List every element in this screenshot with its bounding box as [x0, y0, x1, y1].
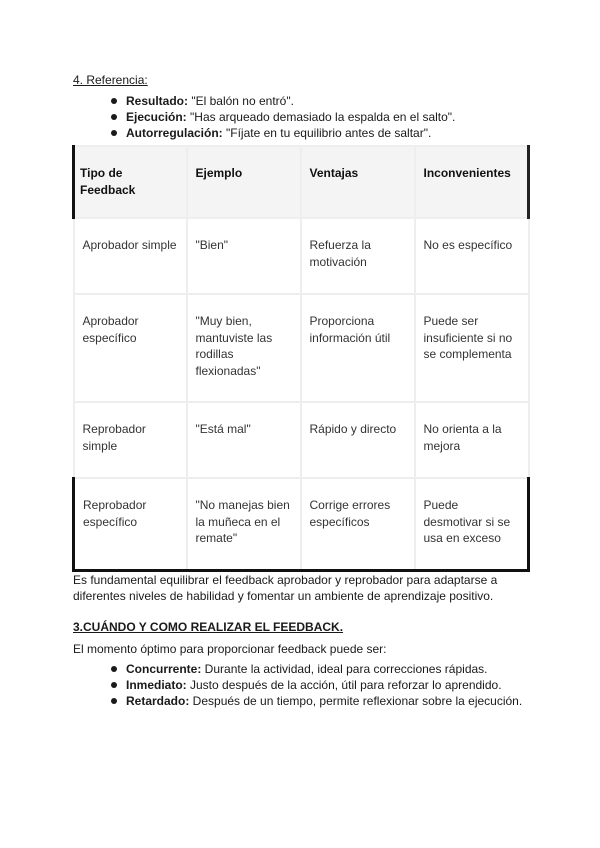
- table-cell: Corrige errores específicos: [301, 478, 415, 570]
- feedback-table: [72, 145, 530, 572]
- table-cell: No orienta a la mejora: [415, 402, 529, 478]
- table-row: [74, 402, 529, 478]
- bullet-icon: [111, 130, 117, 136]
- header-cell: Ejemplo: [187, 146, 301, 218]
- table-cell: Reprobador específico: [74, 478, 187, 570]
- table-row: [74, 294, 529, 402]
- item-label: Autorregulación:: [126, 126, 223, 140]
- timing-list: [108, 661, 522, 709]
- bullet-icon: [111, 682, 117, 688]
- bullet-icon: [111, 666, 117, 672]
- section-intro: El momento óptimo para proporcionar feedback puede ser:: [73, 642, 387, 656]
- list-item: [108, 693, 522, 709]
- table-cell: Proporciona información útil: [301, 294, 415, 402]
- item-text: "Has arqueado demasiado la espalda en el salto".: [186, 110, 456, 124]
- summary-paragraph: Es fundamental equilibrar el feedback aprobador y reprobador para adaptarse a diferentes niveles de habilidad y fomentar un ambiente de aprendizaje positivo.: [73, 573, 498, 603]
- table-cell: Puede desmotivar si se usa en exceso: [415, 478, 529, 570]
- table-cell: "No manejas bien la muñeca en el remate": [187, 478, 301, 570]
- table-row: [74, 478, 529, 570]
- item-text: "El balón no entró".: [188, 94, 294, 108]
- list-item: [108, 677, 522, 693]
- table-cell: "Bien": [187, 218, 301, 294]
- item-text: Durante la actividad, ideal para correcciones rápidas.: [201, 662, 488, 676]
- item-label: Ejecución:: [126, 110, 187, 124]
- table-cell: Reprobador simple: [74, 402, 187, 478]
- item-text: Justo después de la acción, útil para reforzar lo aprendido.: [186, 678, 502, 692]
- header-cell: Inconvenientes: [415, 146, 529, 218]
- table-cell: Puede ser insuficiente si no se complementa: [415, 294, 529, 402]
- table-cell: "Muy bien, mantuviste las rodillas flexionadas": [187, 294, 301, 402]
- list-item: [108, 93, 455, 109]
- table-cell: Refuerza la motivación: [301, 218, 415, 294]
- item-text: Después de un tiempo, permite reflexionar sobre la ejecución.: [189, 694, 523, 708]
- item-text: "Fíjate en tu equilibrio antes de saltar".: [222, 126, 432, 140]
- table-cell: Aprobador específico: [74, 294, 187, 402]
- item-label: Inmediato:: [126, 678, 187, 692]
- table-cell: No es específico: [415, 218, 529, 294]
- item-label: Retardado:: [126, 694, 190, 708]
- bullet-icon: [111, 98, 117, 104]
- bullet-icon: [111, 698, 117, 704]
- item-label: Concurrente:: [126, 662, 202, 676]
- reference-heading: 4. Referencia:: [73, 73, 148, 87]
- bullet-icon: [111, 114, 117, 120]
- list-item: [108, 109, 455, 125]
- header-cell: Tipo de Feedback: [74, 146, 187, 218]
- table-header-row: [74, 146, 529, 218]
- table-cell: Rápido y directo: [301, 402, 415, 478]
- table-row: [74, 218, 529, 294]
- section-title: 3.CUÁNDO Y COMO REALIZAR EL FEEDBACK.: [73, 620, 344, 634]
- item-label: Resultado:: [126, 94, 189, 108]
- table-cell: "Está mal": [187, 402, 301, 478]
- reference-list: [108, 93, 455, 141]
- header-cell: Ventajas: [301, 146, 415, 218]
- table-cell: Aprobador simple: [74, 218, 187, 294]
- list-item: [108, 661, 522, 677]
- list-item: [108, 125, 455, 141]
